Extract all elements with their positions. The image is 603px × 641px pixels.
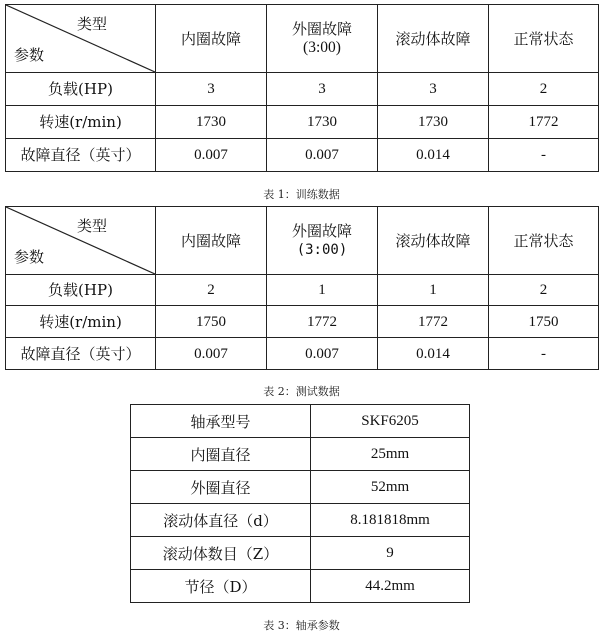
outer-fault-label: 外圈故障	[291, 222, 352, 240]
cell: 1750	[489, 306, 599, 338]
table-row	[6, 306, 599, 338]
column-header-normal: 正常状态	[489, 207, 599, 275]
column-header-ball-fault: 滚动体故障	[378, 5, 489, 73]
cell: 0.007	[156, 139, 267, 172]
table-row	[6, 106, 599, 139]
cell: 1	[267, 275, 378, 306]
cell: 1730	[156, 106, 267, 139]
column-header-normal: 正常状态	[489, 5, 599, 73]
param-value: 52mm	[311, 471, 470, 504]
cell: -	[489, 139, 599, 172]
table-row	[6, 275, 599, 306]
cell: 1772	[267, 306, 378, 338]
test-data-table	[5, 206, 599, 370]
param-value: 9	[311, 537, 470, 570]
cell: 3	[267, 73, 378, 106]
row-label: 转速(r/min)	[6, 106, 156, 139]
cell: 1772	[489, 106, 599, 139]
cell: 0.007	[267, 338, 378, 370]
param-label: 滚动体直径（d）	[131, 504, 311, 537]
cell: 3	[378, 73, 489, 106]
table-row	[6, 139, 599, 172]
row-label: 转速(r/min)	[6, 306, 156, 338]
outer-fault-label: 外圈故障	[291, 20, 352, 38]
param-label: 内圈直径	[131, 438, 311, 471]
column-header-outer-fault	[267, 207, 378, 275]
corner-type-label: 类型	[76, 217, 107, 235]
outer-fault-position: (3:00)	[296, 242, 348, 258]
header-corner-cell	[6, 5, 156, 73]
table2-caption: 表 2：测试数据	[263, 385, 340, 398]
cell: 0.007	[156, 338, 267, 370]
param-label: 滚动体数目（Z）	[131, 537, 311, 570]
cell: 2	[156, 275, 267, 306]
param-label: 外圈直径	[131, 471, 311, 504]
cell: 1730	[378, 106, 489, 139]
cell: -	[489, 338, 599, 370]
param-label: 节径（D）	[131, 570, 311, 603]
param-value: 44.2mm	[311, 570, 470, 603]
corner-param-label: 参数	[14, 248, 45, 266]
cell: 0.014	[378, 338, 489, 370]
table-row	[6, 338, 599, 370]
table-row	[131, 537, 470, 570]
corner-type-label: 类型	[76, 15, 107, 33]
param-value: 8.181818mm	[311, 504, 470, 537]
header-corner-cell	[6, 207, 156, 275]
cell: 0.014	[378, 139, 489, 172]
table1-caption: 表 1：训练数据	[263, 188, 340, 201]
table3-caption: 表 3：轴承参数	[263, 619, 340, 632]
cell: 2	[489, 275, 599, 306]
param-value: 25mm	[311, 438, 470, 471]
table-row	[6, 73, 599, 106]
table-row	[131, 438, 470, 471]
outer-fault-position: (3:00)	[303, 39, 341, 56]
table-row	[131, 570, 470, 603]
column-header-inner-fault: 内圈故障	[156, 5, 267, 73]
row-label: 负载(HP)	[6, 73, 156, 106]
table-row	[131, 405, 470, 438]
row-label: 负载(HP)	[6, 275, 156, 306]
bearing-parameters-table	[130, 404, 470, 603]
cell: 1	[378, 275, 489, 306]
corner-param-label: 参数	[14, 46, 45, 64]
column-header-ball-fault: 滚动体故障	[378, 207, 489, 275]
cell: 1772	[378, 306, 489, 338]
cell: 1750	[156, 306, 267, 338]
row-label: 故障直径（英寸）	[6, 338, 156, 370]
column-header-outer-fault	[267, 5, 378, 73]
cell: 1730	[267, 106, 378, 139]
table-row	[131, 471, 470, 504]
column-header-inner-fault: 内圈故障	[156, 207, 267, 275]
cell: 2	[489, 73, 599, 106]
param-label: 轴承型号	[131, 405, 311, 438]
table-row	[131, 504, 470, 537]
param-value: SKF6205	[311, 405, 470, 438]
cell: 3	[156, 73, 267, 106]
row-label: 故障直径（英寸）	[6, 139, 156, 172]
cell: 0.007	[267, 139, 378, 172]
training-data-table	[5, 4, 599, 172]
